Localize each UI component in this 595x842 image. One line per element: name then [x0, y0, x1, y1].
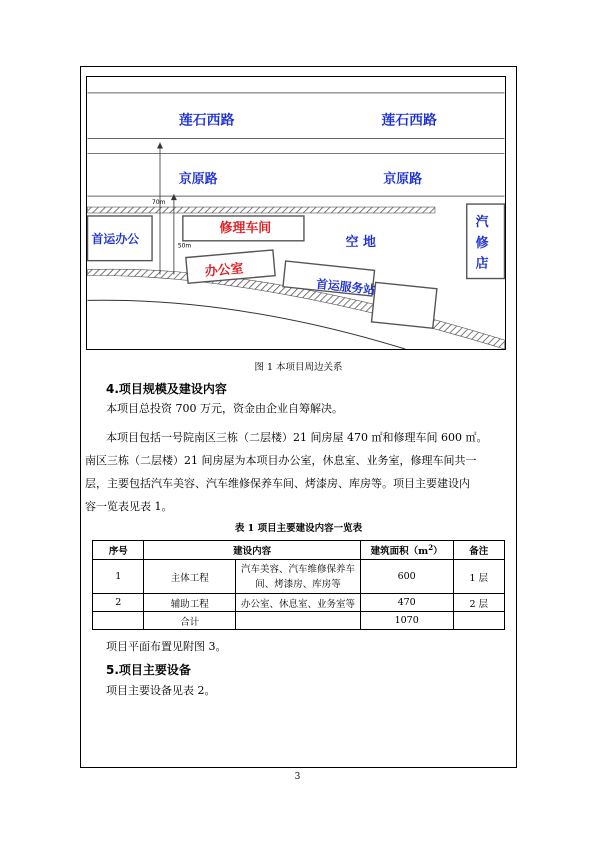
label-auto-shop-3: 店 — [475, 256, 489, 272]
label-office-left: 首运办公 — [91, 231, 140, 246]
road-label-jingyuan-left: 京原路 — [178, 172, 218, 188]
section-4-heading: 4.项目规模及建设内容 — [106, 382, 227, 396]
table-total-row — [93, 612, 505, 630]
cell-name: 辅助工程 — [144, 594, 236, 612]
figure-caption: 图 1 本项目周边关系 — [254, 362, 343, 373]
page-number: 3 — [294, 772, 301, 782]
site-surroundings-map — [86, 76, 506, 350]
cell-no: 2 — [93, 594, 144, 612]
cell-note: 1 层 — [453, 560, 504, 594]
cell-area: 600 — [360, 560, 453, 594]
section-4-para1: 本项目总投资 700 万元，资金由企业自筹解决。 — [106, 402, 343, 415]
road-label-lianshi-left: 莲石西路 — [178, 112, 235, 129]
cell-note: 2 层 — [453, 594, 504, 612]
header-no: 序号 — [93, 541, 144, 560]
label-office-room: 办公室 — [204, 261, 245, 280]
building-service-b — [372, 282, 437, 328]
dim-label-70: 70m — [152, 199, 166, 207]
section-5-heading: 5.项目主要设备 — [106, 663, 191, 677]
cell-detail: 汽车美容、汽车维修保养车 间、烤漆房、库房等 — [236, 560, 361, 594]
label-service-station: 首运服务站 — [315, 276, 376, 297]
section-4-para2-line2: 南区三栋（二层楼）21 间房屋为本项目办公室，休息室、业务室，修理车间共一 — [85, 454, 477, 467]
cell-area: 470 — [360, 594, 453, 612]
dim-label-50: 50m — [177, 242, 192, 250]
section-4-para2-line1: 本项目包括一号院南区三栋（二层楼）21 间房屋 470 ㎡和修理车间 600 ㎡。 — [106, 431, 488, 444]
table-caption: 表 1 项目主要建设内容一览表 — [234, 523, 363, 534]
section-4-para2-line4: 容一览表见表 1。 — [85, 500, 173, 513]
label-auto-shop-1: 汽 — [475, 214, 489, 230]
table-row — [93, 560, 505, 594]
section-4-para2-line3: 层，主要包括汽车美容、汽车维修保养车间、烤漆房、库房等。项目主要建设内 — [85, 477, 470, 490]
cell-total-label: 合计 — [144, 612, 236, 630]
cell-no: 1 — [93, 560, 144, 594]
header-content: 建设内容 — [144, 541, 360, 560]
header-note: 备注 — [453, 541, 504, 560]
header-area: 建筑面积$(m^2)$ — [360, 541, 453, 560]
table-header-row — [93, 541, 505, 560]
label-auto-shop-2: 修 — [475, 235, 489, 251]
cell-name: 主体工程 — [144, 560, 236, 594]
label-empty-lot: 空 地 — [345, 234, 376, 250]
road-label-lianshi-right: 莲石西路 — [381, 112, 437, 129]
construction-content-table — [92, 540, 505, 630]
cell-detail: 办公室、休息室、业务室等 — [236, 594, 361, 612]
hatched-wall — [88, 207, 435, 213]
cell-total-area: 1070 — [360, 612, 453, 630]
map-svg — [87, 77, 505, 349]
label-repair-shop: 修理车间 — [219, 220, 272, 236]
table-row — [93, 594, 505, 612]
layout-reference: 项目平面布置见附图 3。 — [106, 640, 227, 653]
road-label-jingyuan-right: 京原路 — [383, 172, 423, 188]
section-5-para: 项目主要设备见表 2。 — [106, 684, 216, 697]
